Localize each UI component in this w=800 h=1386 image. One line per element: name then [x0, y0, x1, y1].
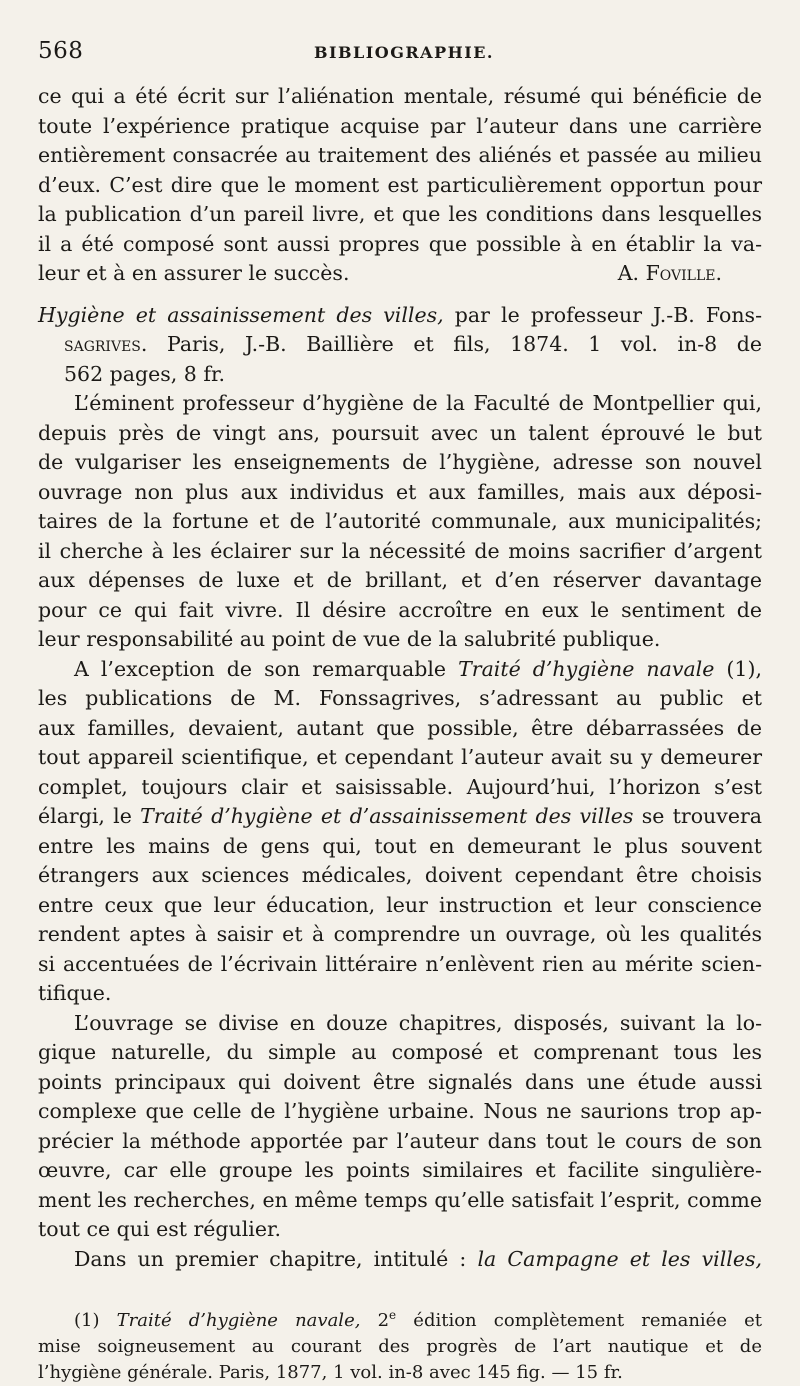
- author-surname: sagrives.: [64, 332, 148, 356]
- intro-last-line: leur et à en assurer le succès.: [38, 261, 350, 285]
- text-line: entièrement consacrée au traitement des aliénés et passée au milieu: [38, 143, 762, 167]
- text-line: tifique.: [38, 981, 112, 1005]
- text-line: entre ceux que leur éducation, leur instruction et leur conscience: [38, 892, 762, 917]
- footnote-line: l’hygiène générale. Paris, 1877, 1 vol. in-8 avec 145 fig. — 15 fr.: [38, 1362, 623, 1383]
- page-header: [38, 38, 762, 68]
- text-line: L’éminent professeur d’hygiène de la Faculté de Montpellier qui,: [74, 391, 762, 415]
- text-line: taires de la fortune et de l’autorité communale, aux municipalités;: [38, 509, 762, 533]
- text-line: complet, toujours clair et saisissable. Aujourd’hui, l’horizon s’est: [38, 774, 762, 799]
- text-line: tout appareil scientifique, et cependant l’auteur avait su y demeurer: [38, 745, 762, 769]
- text-line: [38, 301, 762, 331]
- review-signature: A. Foville.: [617, 261, 722, 285]
- text-line: œuvre, car elle groupe les points similaires et facilite singulière-: [38, 1158, 762, 1182]
- intro-paragraph: [38, 82, 762, 289]
- footnote-marker: (1): [74, 1310, 117, 1331]
- text-line: tout ce qui est régulier.: [38, 1217, 282, 1241]
- text-line: de vulgariser les enseignements de l’hygiène, adresse son nouvel: [38, 450, 762, 474]
- text-line: toute l’expérience pratique acquise par l’auteur dans une carrière: [38, 113, 762, 138]
- text-line: ouvrage non plus aux individus et aux familles, mais aux déposi-: [38, 479, 762, 504]
- text-line: 562 pages, 8 fr.: [64, 361, 226, 386]
- text-line: points principaux qui doivent être signalés dans une étude aussi: [38, 1069, 762, 1094]
- text-segment: se trouvera: [633, 804, 762, 828]
- footnote-title: Traité d’hygiène navale,: [116, 1310, 361, 1331]
- text-line: ment les recherches, en même temps qu’elle satisfait l’esprit, comme: [38, 1187, 762, 1212]
- text-line: L’ouvrage se divise en douze chapitres, disposés, suivant la lo-: [74, 1010, 762, 1035]
- footnote-line: [38, 1308, 762, 1334]
- text-line: depuis près de vingt ans, poursuit avec un talent éprouvé le but: [38, 420, 762, 445]
- running-title: BIBLIOGRAPHIE.: [314, 43, 494, 62]
- text-line: entre les mains de gens qui, tout en demeurant le plus souvent: [38, 833, 762, 858]
- text-line: [38, 802, 762, 832]
- text-line: leur responsabilité au point de vue de la salubrité publique.: [38, 627, 661, 651]
- text-line: il cherche à les éclairer sur la nécessité de moins sacrifier d’argent: [38, 538, 762, 563]
- text-line: il a été composé sont aussi propres que possible à en établir la va-: [38, 231, 762, 256]
- text-segment: A l’exception de son remarquable: [74, 656, 459, 681]
- book-author-line: par le professeur J.-B. Fons-: [443, 302, 763, 327]
- review-paragraph-2: [38, 655, 762, 1009]
- text-line: les publications de M. Fonssagrives, s’adressant au public et: [38, 686, 762, 710]
- text-line: précier la méthode apportée par l’auteur dans tout le cours de son: [38, 1128, 762, 1153]
- chapter-title: la Campagne et les villes,: [477, 1246, 762, 1271]
- publication-details: Paris, J.-B. Baillière et fils, 1874. 1 vol. in-8 de: [147, 332, 762, 356]
- review-heading: [38, 301, 762, 390]
- text-segment: Dans un premier chapitre, intitulé :: [74, 1246, 478, 1271]
- text-line: complexe que celle de l’hygiène urbaine. Nous ne saurions trop ap-: [38, 1099, 762, 1123]
- superscript: e: [389, 1308, 397, 1322]
- text-line: d’eux. C’est dire que le moment est particulièrement opportun pour: [38, 172, 762, 197]
- footnote: [38, 1308, 762, 1386]
- cited-title: Traité d’hygiène et d’assainissement des villes: [140, 804, 634, 828]
- footnote-ref: (1),: [714, 656, 762, 681]
- review-paragraph-3: [38, 1009, 762, 1245]
- page-number: 568: [38, 38, 84, 64]
- text-line: [38, 655, 762, 685]
- text-segment: édition complètement remaniée et: [396, 1310, 763, 1331]
- text-line: la publication d’un pareil livre, et que les conditions dans lesquelles: [38, 202, 762, 226]
- review-paragraph-1: [38, 389, 762, 655]
- book-title: Hygiène et assainissement des villes,: [38, 302, 444, 327]
- text-line: si accentuées de l’écrivain littéraire n’enlèvent rien au mérite scien-: [38, 951, 762, 976]
- text-segment: 2: [360, 1310, 390, 1331]
- review-paragraph-4: [38, 1245, 762, 1275]
- text-line: gique naturelle, du simple au composé et comprenant tous les: [38, 1040, 762, 1064]
- text-line: [38, 330, 762, 360]
- text-line: rendent aptes à saisir et à comprendre un ouvrage, où les qualités: [38, 922, 762, 946]
- text-segment: élargi, le: [38, 804, 141, 828]
- text-line: étrangers aux sciences médicales, doivent cependant être choisis: [38, 863, 762, 887]
- text-line: [38, 1245, 762, 1275]
- text-line: [38, 259, 762, 289]
- text-line: ce qui a été écrit sur l’aliénation mentale, résumé qui bénéficie de: [38, 84, 762, 108]
- cited-title: Traité d’hygiène navale: [458, 656, 715, 681]
- text-line: aux dépenses de luxe et de brillant, et d’en réserver davantage: [38, 568, 762, 592]
- text-line: aux familles, devaient, autant que possible, être débarrassées de: [38, 715, 762, 740]
- footnote-line: mise soigneusement au courant des progrès de l’art nautique et de: [38, 1336, 762, 1357]
- text-line: pour ce qui fait vivre. Il désire accroître en eux le sentiment de: [38, 597, 762, 622]
